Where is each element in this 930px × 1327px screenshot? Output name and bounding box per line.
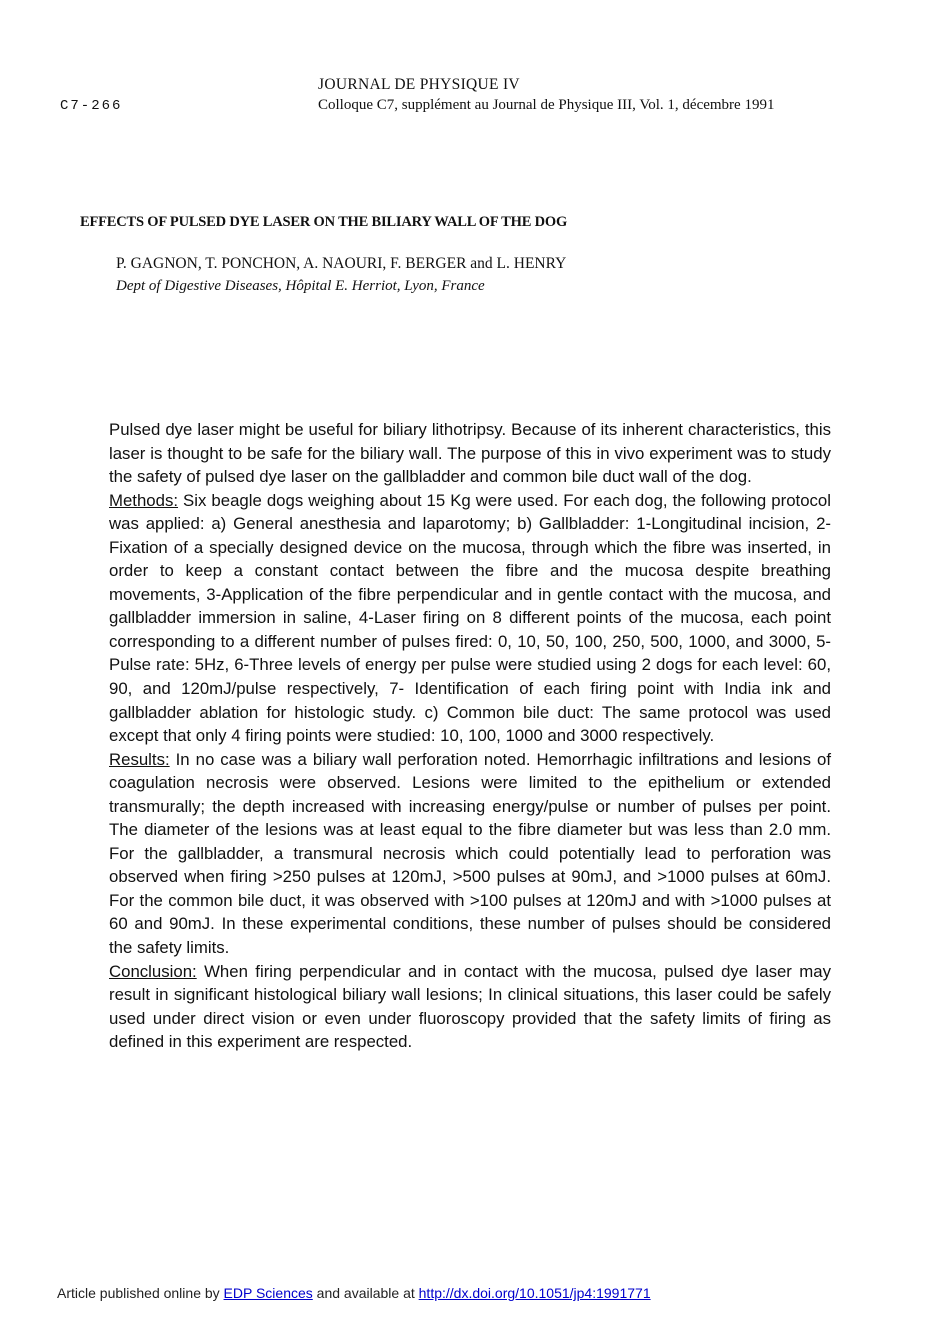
footer-middle: and available at — [312, 1285, 419, 1301]
colloque-line: Colloque C7, supplément au Journal de Physique III, Vol. 1, décembre 1991 — [318, 97, 775, 113]
doi-link[interactable]: http://dx.doi.org/10.1051/jp4:1991771 — [418, 1285, 651, 1301]
abstract — [109, 418, 831, 1054]
methods-text: Six beagle dogs weighing about 15 Kg were used. For each dog, the following protocol was applied: a) General anesthesia and laparotomy; b) Gallbladder: 1-Longitudinal incision, 2-Fixation of a specially designed device on the mucosa, through which the fibre was inserted, in order to keep a constant contact between the fibre and the mucosa despite breathing movements, 3-Application of the fibre perpendicular and in gentle contact with the mucosa, and gallbladder immersion in saline, 4-Laser firing on 8 different points of the mucosa, each point corresponding to a different number of pulses fired: 0, 10, 50, 100, 250, 500, 1000, and 3000, 5-Pulse rate: 5Hz, 6-Three levels of energy per pulse were studied using 2 dogs for each level: 60, 90, and 120mJ/pulse respectively, 7- Identification of each firing point with India ink and gallbladder ablation for histologic study. c) Common bile duct: The same protocol was used except that only 4 firing points were studied: 10, 100, 1000 and 3000 respectively. — [109, 490, 831, 746]
conclusion-text: When firing perpendicular and in contact with the mucosa, pulsed dye laser may result in significant histological biliary wall lesions; In clinical situations, this laser could be safely used under direct vision or even under fluoroscopy provided that the safety limits of firing as defined in this experiment are respected. — [109, 961, 831, 1052]
conclusion-heading: Conclusion: — [109, 961, 197, 981]
methods-heading: Methods: — [109, 490, 179, 510]
article-title: EFFECTS OF PULSED DYE LASER ON THE BILIARY WALL OF THE DOG — [80, 214, 568, 230]
journal-title: JOURNAL DE PHYSIQUE IV — [318, 76, 520, 93]
results-paragraph — [109, 748, 831, 960]
page-number: C7-266 — [60, 98, 123, 114]
methods-paragraph — [109, 489, 831, 748]
conclusion-paragraph — [109, 960, 831, 1054]
affiliation: Dept of Digestive Diseases, Hôpital E. Herriot, Lyon, France — [116, 278, 485, 294]
results-text: In no case was a biliary wall perforation noted. Hemorrhagic infiltrations and lesions of coagulation necrosis were observed. Lesions were limited to the epithelium or extended transmurally; the depth increased with increasing energy/pulse or number of pulses per point. The diameter of the lesions was at least equal to the fibre diameter but was less than 2.0 mm. For the gallbladder, a transmural necrosis which could potentially lead to perforation was observed when firing >250 pulses at 120mJ, >500 pulses at 90mJ, and >1000 pulses at 60mJ. For the common bile duct, it was observed with >100 pulses at 120mJ and with >1000 pulses at 60 and 90mJ. In these experimental conditions, these number of pulses should be considered the safety limits. — [109, 749, 831, 958]
publisher-link[interactable]: EDP Sciences — [223, 1285, 313, 1301]
authors: P. GAGNON, T. PONCHON, A. NAOURI, F. BERGER and L. HENRY — [116, 255, 567, 272]
results-heading: Results: — [109, 749, 170, 769]
abstract-intro: Pulsed dye laser might be useful for biliary lithotripsy. Because of its inherent characteristics, this laser is thought to be safe for the biliary wall. The purpose of this in vivo experiment was to study the safety of pulsed dye laser on the gallbladder and common bile duct wall of the dog. — [109, 420, 831, 487]
footer-prefix: Article published online by — [57, 1285, 224, 1301]
footer — [57, 1285, 651, 1301]
